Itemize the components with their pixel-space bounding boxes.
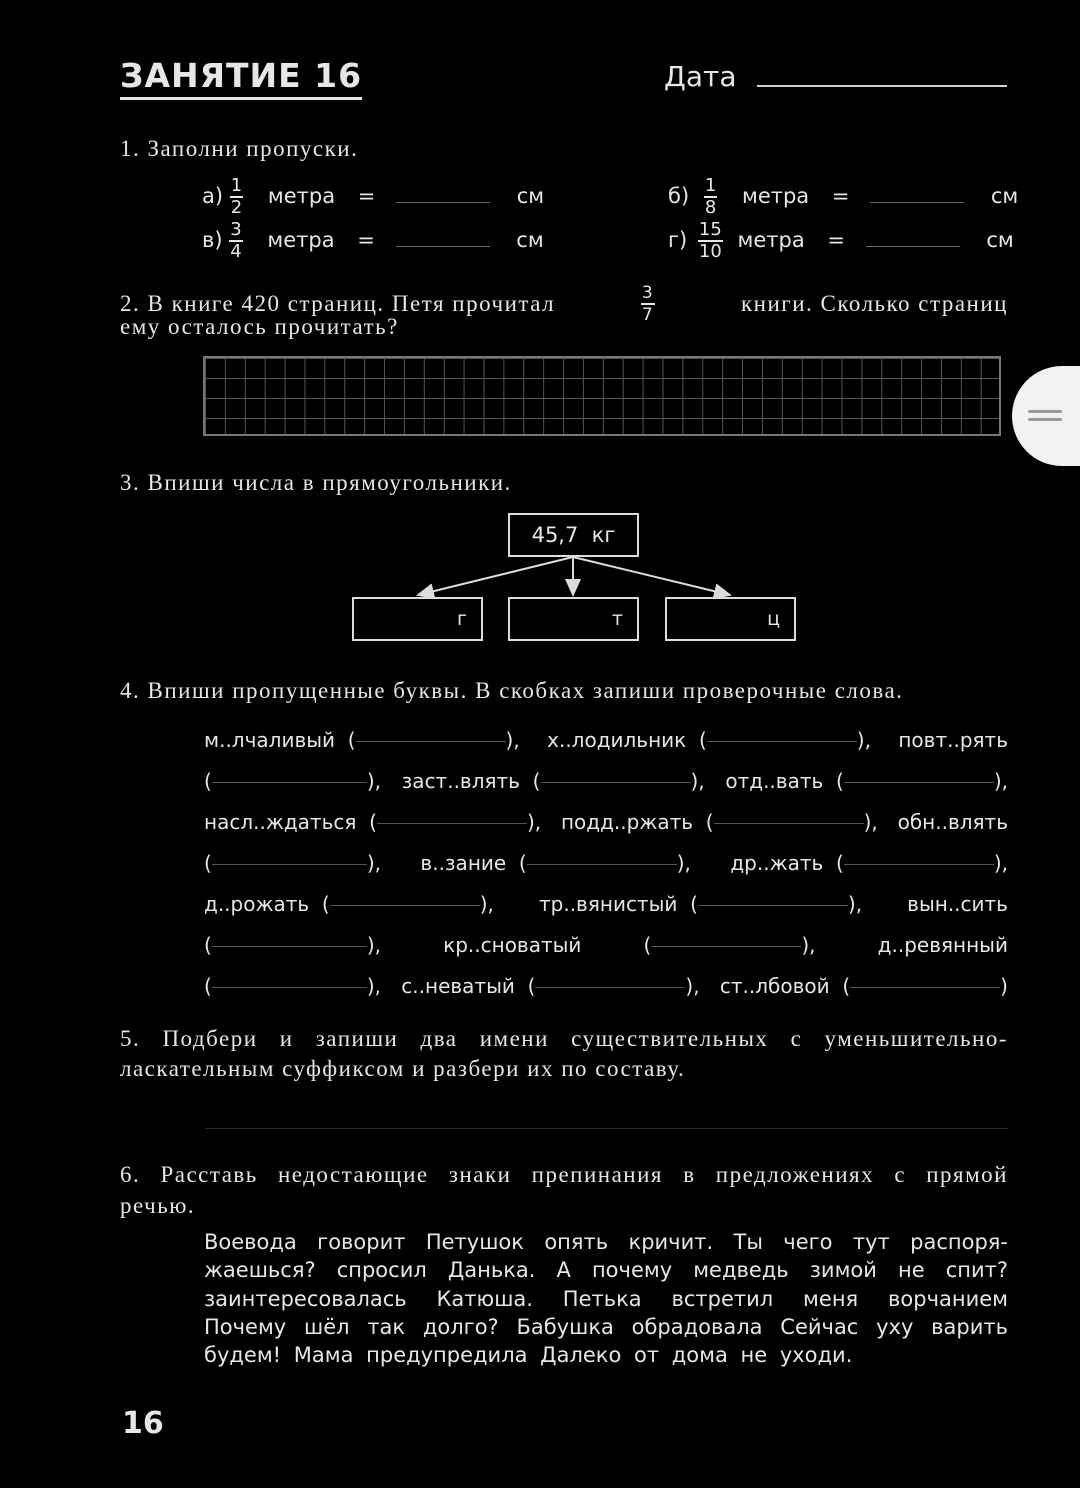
task5-line1: 5. Подбери и запиши два имени существительных с уменьшительно- [120, 1026, 1008, 1051]
fraction: $\frac{3}{7}$ [641, 283, 655, 325]
task2-line2: ему осталось прочитать? [120, 314, 399, 339]
task4-row1: м..лчаливый ( ), х..лодильник ( ), повт..рять [204, 728, 1008, 752]
lesson-title: ЗАНЯТИЕ 16 [120, 56, 362, 100]
page-number: 16 [122, 1406, 164, 1441]
date-label: Дата [664, 60, 737, 93]
task4-heading: 4. Впиши пропущенные буквы. В скобках запиши проверочные слова. [120, 678, 904, 703]
task1-heading: 1. Заполни пропуски. [120, 136, 359, 161]
answer-line[interactable] [205, 1128, 1008, 1129]
task1-item-b: б) $\frac{1}{8}$ метра = см [668, 175, 1019, 218]
task1-item-a: а) $\frac{1}{2}$ метра = см [202, 175, 545, 218]
drag-handle-icon [1028, 418, 1062, 421]
task1-item-v: в) $\frac{3}{4}$ метра = см [202, 219, 544, 262]
task6-body: Воевода говорит Петушок опять кричит. Ты чего тут распоря-жаешься? спросил Данька. А почему медведь зимой не спит? заинтересовалась Катюша. Петька встретил меня ворчанием Почему шёл так долго? Бабушка обрадовала Сейчас уху варить будем! Мама предупредила Далеко от дома не уходи. [204, 1230, 1008, 1368]
task4-row7: ( ), с..неватый ( ), ст..лбовой ( ) [204, 974, 1008, 998]
task4-row5: д..рожать ( ), тр..вянистый ( ), вын..сить [204, 892, 1008, 916]
fraction: $\frac{15}{10}$ [698, 219, 722, 262]
task4-row3: насл..ждаться ( ), подд..ржать ( ), обн..влять [204, 810, 1008, 834]
task1-item-g: г) $\frac{15}{10}$ метра = см [668, 219, 1014, 262]
fraction: $\frac{1}{8}$ [704, 175, 717, 218]
task2-line1: 2. В книге 420 страниц. Петя прочитал $\frac{3}{7}$ книги. Сколько страниц [120, 283, 1008, 325]
fraction: $\frac{1}{2}$ [230, 175, 243, 218]
side-drawer-handle[interactable] [1012, 366, 1080, 466]
answer-blank[interactable] [396, 202, 490, 203]
task3-heading: 3. Впиши числа в прямоугольники. [120, 470, 512, 495]
answer-blank[interactable] [870, 202, 964, 203]
answer-blank[interactable] [396, 246, 490, 247]
answer-box-ts[interactable]: ц [665, 597, 796, 641]
answer-blank[interactable] [866, 246, 960, 247]
task6-line2: речью. [120, 1193, 196, 1218]
date-line [757, 85, 1007, 87]
answer-grid[interactable] [203, 356, 1001, 436]
answer-box-t[interactable]: т [508, 597, 639, 641]
fraction: $\frac{3}{4}$ [230, 219, 242, 262]
task6-line1: 6. Расставь недостающие знаки препинания в предложениях с прямой [120, 1162, 1008, 1187]
task4-row6: ( ), кр..сноватый ( ), д..ревянный [204, 933, 1008, 957]
answer-box-g[interactable]: г [352, 597, 483, 641]
drag-handle-icon [1028, 410, 1062, 413]
top-box: 45,7 кг [508, 513, 639, 557]
task4-row4: ( ), в..зание ( ), др..жать ( ), [204, 851, 1008, 875]
task4-row2: ( ), заст..влять ( ), отд..вать ( ), [204, 769, 1008, 793]
task5-line2: ласкательным суффиксом и разбери их по составу. [120, 1056, 686, 1081]
